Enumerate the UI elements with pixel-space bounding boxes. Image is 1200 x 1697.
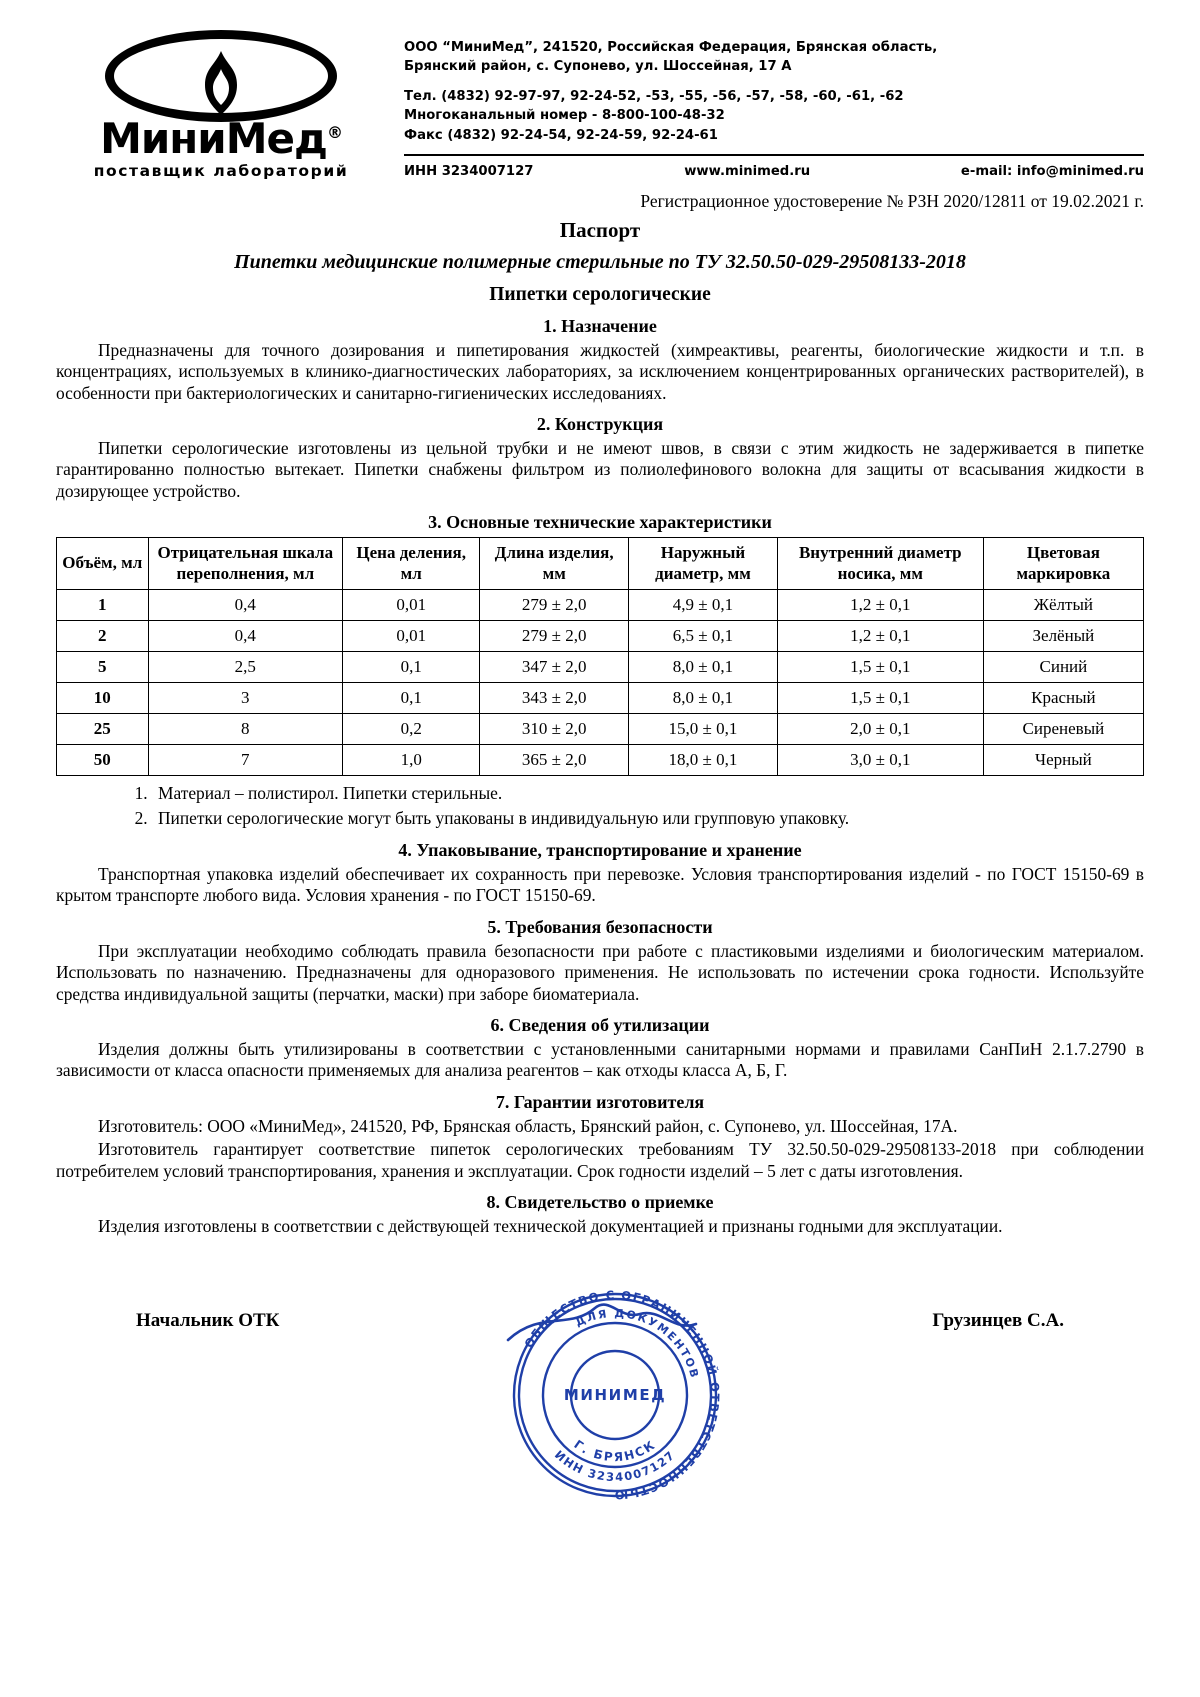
table-header-cell: Наружный диаметр, мм: [629, 538, 778, 590]
section-4-text: Транспортная упаковка изделий обеспечивает их сохранность при перевозке. Условия транспортирования изделий - по ГОСТ 15150-69 в крытом транспорте любого вида. Условия хранения - по ГОСТ 15150-69.: [56, 864, 1144, 906]
table-cell: 1,2 ± 0,1: [777, 621, 983, 652]
section-8-text: Изделия изготовлены в соответствии с действующей технической документацией и признаны годными для эксплуатации.: [98, 1216, 1003, 1237]
table-notes: [56, 782, 1144, 830]
company-address: [404, 38, 1144, 76]
table-row: [57, 683, 1144, 714]
table-cell: Жёлтый: [983, 590, 1143, 621]
table-cell: 0,4: [148, 621, 343, 652]
table-header-cell: Внутренний диаметр носика, мм: [777, 538, 983, 590]
table-cell: Синий: [983, 652, 1143, 683]
document-subtitle: Пипетки медицинские полимерные стерильные по ТУ 32.50.50-029-29508133-2018: [234, 250, 966, 273]
logo-wordmark: [100, 114, 342, 163]
table-cell: 347 ± 2,0: [480, 652, 629, 683]
section-4-title: 4. Упаковывание, транспортирование и хранение: [398, 840, 802, 861]
table-cell: 1,5 ± 0,1: [777, 683, 983, 714]
fax-line: Факс (4832) 92-24-54, 92-24-59, 92-24-61: [404, 127, 718, 143]
table-cell: Зелёный: [983, 621, 1143, 652]
list-item: 1. Материал – полистирол. Пипетки стерильные.: [152, 782, 1144, 805]
address-line-2: Брянский район, с. Супонево, ул. Шоссейная, 17 А: [404, 59, 792, 75]
table-row: [57, 590, 1144, 621]
svg-text:МИНИМЕД: МИНИМЕД: [563, 1386, 667, 1404]
section-7-text-1: Изготовитель: ООО «МиниМед», 241520, РФ, Брянская область, Брянский район, с. Супонево, ул. Шоссейная, 17А.: [98, 1115, 958, 1136]
table-row: [57, 745, 1144, 776]
signature-name: Грузинцев С.А.: [932, 1309, 1064, 1331]
table-cell: 18,0 ± 0,1: [629, 745, 778, 776]
page-title: Паспорт: [559, 217, 641, 242]
section-1-title: 1. Назначение: [543, 315, 657, 336]
section-6-text: Изделия должны быть утилизированы в соответствии с установленными санитарными нормами и правилами СанПиН 2.1.7.2790 в зависимости от класса опасности применяемых для анализа реагентов – как отходы класса А, Б, Г.: [56, 1039, 1144, 1081]
svg-text:Г. БРЯНСК: Г. БРЯНСК: [571, 1437, 659, 1465]
table-cell: 279 ± 2,0: [480, 621, 629, 652]
table-cell: 5: [57, 652, 149, 683]
table-cell: 3,0 ± 0,1: [777, 745, 983, 776]
table-cell: 0,01: [343, 621, 480, 652]
table-cell: 4,9 ± 0,1: [629, 590, 778, 621]
registered-mark-icon: ®: [326, 123, 342, 142]
table-cell: 0,1: [343, 683, 480, 714]
section-5-title: 5. Требования безопасности: [487, 916, 713, 937]
table-cell: 0,01: [343, 590, 480, 621]
table-cell: 2,0 ± 0,1: [777, 714, 983, 745]
logo-wordmark-text: МиниМед: [100, 114, 327, 163]
table-cell: 0,4: [148, 590, 343, 621]
table-row: [57, 714, 1144, 745]
table-header-row: [57, 538, 1144, 590]
section-2-title: 2. Конструкция: [536, 414, 664, 435]
table-row: [57, 652, 1144, 683]
svg-text:ДЛЯ ДОКУМЕНТОВ: ДЛЯ ДОКУМЕНТОВ: [573, 1306, 702, 1381]
table-cell: 365 ± 2,0: [480, 745, 629, 776]
svg-text:ИНН 3234007127: ИНН 3234007127: [551, 1447, 679, 1485]
table-cell: 1,0: [343, 745, 480, 776]
section-5-text: При эксплуатации необходимо соблюдать правила безопасности при работе с пластиковыми изделиями и биологическим материалом. Использовать по назначению. Предназначены для одноразового применения. Не использовать по истечении срока годности. Используйте средства индивидуальной защиты (перчатки, маски) при заборе биоматериала.: [56, 940, 1144, 1004]
table-cell: 310 ± 2,0: [480, 714, 629, 745]
table-cell: 15,0 ± 0,1: [629, 714, 778, 745]
table-cell: 2,5: [148, 652, 343, 683]
section-7-text-2: Изготовитель гарантирует соответствие пипеток серологических требованиям ТУ 32.50.50-029-29508133-2018 при соблюдении потребителем условий транспортирования, хранения и эксплуатации. Срок годности изделий – 5 лет с даты изготовления.: [56, 1139, 1144, 1181]
phone-line-1: Тел. (4832) 92-97-97, 92-24-52, -53, -55, -56, -57, -58, -60, -61, -62: [404, 89, 904, 105]
flame-icon: [175, 47, 267, 121]
table-header-cell: Цветовая маркировка: [983, 538, 1143, 590]
table-cell: 8: [148, 714, 343, 745]
company-logo: [56, 26, 386, 180]
table-cell: Красный: [983, 683, 1143, 714]
table-row: [57, 621, 1144, 652]
signature-role: Начальник ОТК: [136, 1309, 280, 1331]
product-name: Пипетки серологические: [489, 283, 711, 305]
company-website[interactable]: www.minimed.ru: [684, 163, 811, 179]
table-cell: 8,0 ± 0,1: [629, 683, 778, 714]
registration-certificate: Регистрационное удостоверение № РЗН 2020/12811 от 19.02.2021 г.: [640, 190, 1144, 211]
section-1-text: Предназначены для точного дозирования и пипетирования жидкостей (химреактивы, реагенты, биологические жидкости и т.п. в концентрациях, используемых в клинико-диагностических лабораториях, за исключением концентрированных органических растворителей), в особенности при бактериологических и санитарно-гигиенических исследованиях.: [56, 339, 1144, 403]
table-cell: 8,0 ± 0,1: [629, 652, 778, 683]
table-cell: 3: [148, 683, 343, 714]
list-item: 2. Пипетки серологические могут быть упакованы в индивидуальную или групповую упаковку.: [152, 807, 1144, 830]
address-line-1: ООО “МиниМед”, 241520, Российская Федерация, Брянская область,: [404, 40, 938, 55]
table-cell: 1: [57, 590, 149, 621]
table-cell: 1,2 ± 0,1: [777, 590, 983, 621]
specifications-table: [56, 537, 1144, 776]
phone-line-2: Многоканальный номер - 8-800-100-48-32: [404, 108, 725, 124]
table-cell: 343 ± 2,0: [480, 683, 629, 714]
table-cell: 0,2: [343, 714, 480, 745]
table-cell: 50: [57, 745, 149, 776]
table-cell: Черный: [983, 745, 1143, 776]
table-header-cell: Цена деления, мл: [343, 538, 480, 590]
section-8-title: 8. Свидетельство о приемке: [486, 1192, 714, 1213]
company-email[interactable]: e-mail: info@minimed.ru: [960, 163, 1144, 179]
table-cell: 1,5 ± 0,1: [777, 652, 983, 683]
table-header-cell: Объём, мл: [57, 538, 149, 590]
section-7-title: 7. Гарантии изготовителя: [495, 1091, 705, 1112]
section-3-title: 3. Основные технические характеристики: [428, 512, 772, 533]
company-phones: [404, 87, 1144, 144]
logo-oval-icon: [105, 30, 337, 122]
svg-text:ОБЩЕСТВО С ОГРАНИЧЕННОЙ ОТВЕТС: ОБЩЕСТВО С ОГРАНИЧЕННОЙ ОТВЕТСТВЕННОСТЬЮ: [521, 1287, 723, 1503]
company-identifiers: [404, 154, 1144, 181]
section-6-title: 6. Сведения об утилизации: [490, 1015, 710, 1036]
company-inn: ИНН 3234007127: [404, 163, 534, 179]
signature-block: [56, 1310, 1144, 1332]
table-header-cell: Длина изделия, мм: [480, 538, 629, 590]
table-cell: 2: [57, 621, 149, 652]
table-cell: 7: [148, 745, 343, 776]
table-cell: 279 ± 2,0: [480, 590, 629, 621]
letterhead: [56, 18, 1144, 181]
logo-tagline: поставщик лабораторий: [93, 162, 349, 180]
table-cell: 0,1: [343, 652, 480, 683]
table-header-cell: Отрицательная шкала переполнения, мл: [148, 538, 343, 590]
table-cell: 25: [57, 714, 149, 745]
table-cell: 10: [57, 683, 149, 714]
table-cell: Сиреневый: [983, 714, 1143, 745]
company-contacts: [404, 26, 1144, 181]
section-2-text: Пипетки серологические изготовлены из цельной трубки и не имеют швов, в связи с этим жидкость не задерживается в пипетке гарантированно полностью вытекает. Пипетки снабжены фильтром из полиолефинового волокна для защиты от всасывания жидкости в дозирующее устройство.: [56, 438, 1144, 501]
table-cell: 6,5 ± 0,1: [629, 621, 778, 652]
